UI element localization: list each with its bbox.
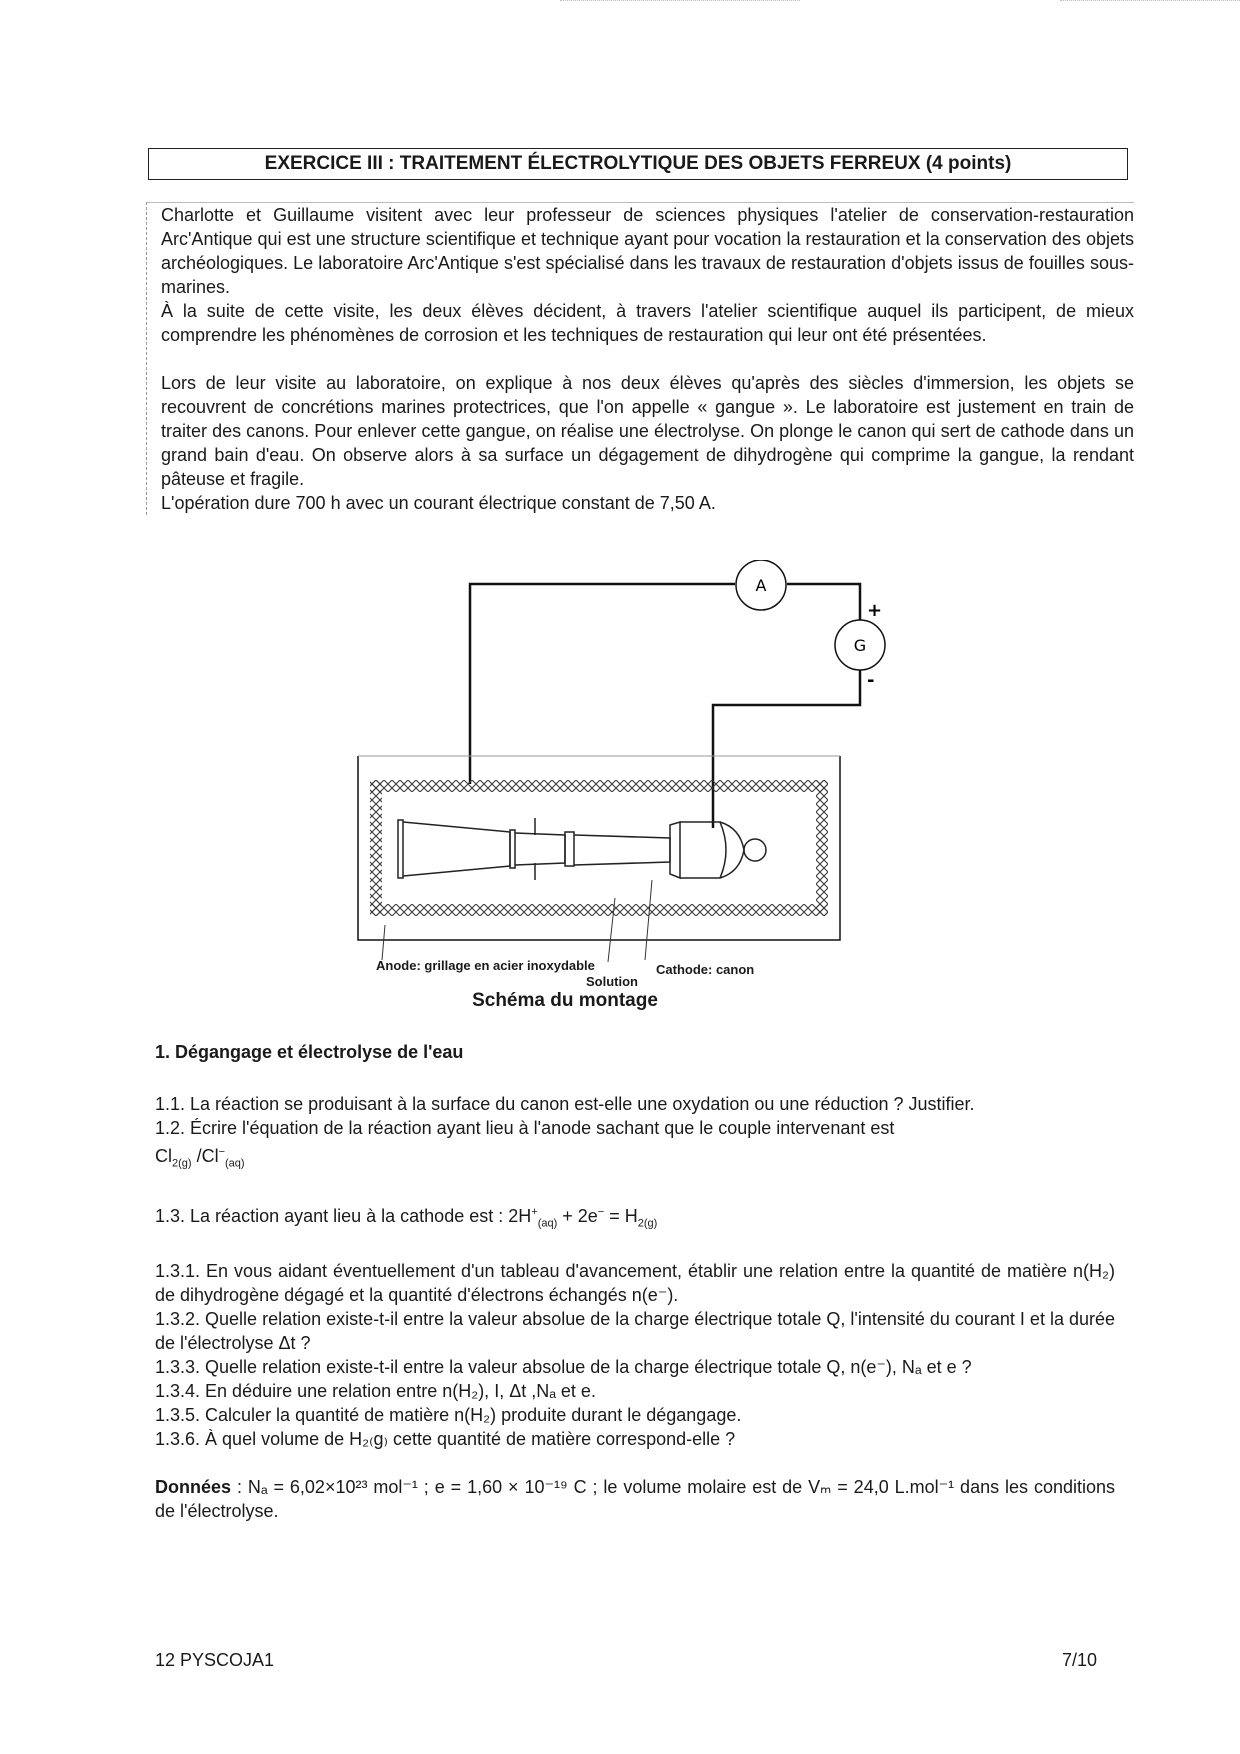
intro-paragraph: L'opération dure 700 h avec un courant électrique constant de 7,50 A. <box>161 493 716 513</box>
intro-paragraph: Lors de leur visite au laboratoire, on explique à nos deux élèves qu'après des siècles d'immersion, les objets se recouvrent de concrétions marines protectrices, que l'on appelle « gangue ». Le laboratoire est justement en train de traiter des canons. Pour enlever cette gangue, on réalise une électrolyse. On plonge le canon qui sert de cathode dans un grand bain d'eau. On observe alors à sa surface un dégagement de dihydrogène qui comprime la gangue, la rendant pâteuse et fragile. <box>161 373 1134 489</box>
questions-section <box>155 1040 1115 1523</box>
cathode-label: Cathode: canon <box>656 962 755 977</box>
couple-sub: (aq) <box>225 1157 245 1170</box>
donnees-text: : Nₐ = 6,02×10²³ mol⁻¹ ; e = 1,60 × 10⁻¹⁹ C ; le volume molaire est de Vₘ = 24,0 L.mol⁻¹ dans les conditions de l'électrolyse. <box>155 1477 1115 1522</box>
eq-part: + 2e <box>557 1205 598 1226</box>
couple-part: /Cl <box>191 1146 219 1166</box>
eq-sub: 2(g) <box>637 1217 658 1230</box>
wire-cathode <box>713 670 860 828</box>
anode-mesh-right <box>816 780 828 916</box>
plus-sign: + <box>867 600 883 621</box>
donnees-label: Données <box>155 1477 232 1498</box>
question-1-2: 1.2. Écrire l'équation de la réaction ayant lieu à l'anode sachant que le couple intervenant est <box>155 1118 895 1138</box>
donnees <box>155 1475 1115 1523</box>
couple-sup: − <box>218 1146 225 1158</box>
page-number: 7/10 <box>1062 1650 1098 1670</box>
anode-mesh-left <box>370 780 382 916</box>
couple-part: Cl <box>155 1146 172 1166</box>
electrolysis-diagram <box>340 560 900 1020</box>
anode-mesh-top <box>370 780 828 792</box>
question-1-3-2: 1.3.2. Quelle relation existe-t-il entre la valeur absolue de la charge électrique totale Q, l'intensité du courant I et la durée de l'électrolyse Δt ? <box>155 1309 1115 1354</box>
scan-artifact <box>560 0 800 3</box>
eq-sup: − <box>597 1205 605 1218</box>
wire-top <box>787 584 860 620</box>
question-1-3-3: 1.3.3. Quelle relation existe-t-il entre la valeur absolue de la charge électrique totale Q, n(e⁻), Nₐ et e ? <box>155 1357 972 1378</box>
question-1-3-4: 1.3.4. En déduire une relation entre n(H₂), I, Δt ,Nₐ et e. <box>155 1381 596 1402</box>
eq-sup: + <box>531 1205 538 1218</box>
exercise-title: EXERCICE III : TRAITEMENT ÉLECTROLYTIQUE DES OBJETS FERREUX (4 points) <box>148 148 1128 180</box>
anode-label: Anode: grillage en acier inoxydable <box>376 958 595 973</box>
solution-label: Solution <box>586 974 638 989</box>
eq-part: = H <box>604 1205 638 1226</box>
footer-code: 12 PYSCOJA1 <box>155 1650 275 1670</box>
question-1-2-couple <box>155 1140 1115 1176</box>
minus-sign: - <box>867 670 875 691</box>
anode-mesh-bottom <box>370 904 828 916</box>
circuit-drawing <box>340 560 900 990</box>
cannon-icon <box>398 818 766 880</box>
question-1-1: 1.1. La réaction se produisant à la surface du canon est-elle une oxydation ou une réduction ? Justifier. <box>155 1094 975 1114</box>
ammeter-label: A <box>755 576 767 595</box>
cathode-leader <box>645 880 652 960</box>
section-title: 1. Dégangage et électrolyse de l'eau <box>155 1042 464 1062</box>
eq-sub: (aq) <box>537 1217 558 1230</box>
question-1-3-1: 1.3.1. En vous aidant éventuellement d'un tableau d'avancement, établir une relation entre la quantité de matière n(H₂) de dihydrogène dégagé et la quantité d'électrons échangés n(e⁻). <box>155 1261 1115 1306</box>
scan-artifact <box>1060 0 1240 3</box>
intro-paragraph: À la suite de cette visite, les deux élèves décident, à travers l'atelier scientifique auquel ils participent, de mieux comprendre les phénomènes de corrosion et les techniques de restauration qui leur ont été présentées. <box>161 301 1134 345</box>
question-1-3-6: 1.3.6. À quel volume de H₂₍g₎ cette quantité de matière correspond-elle ? <box>155 1429 736 1450</box>
anode-leader <box>382 925 385 960</box>
question-1-3-5: 1.3.5. Calculer la quantité de matière n(H₂) produite durant le dégangage. <box>155 1405 742 1426</box>
wire-anode <box>470 584 735 784</box>
intro-paragraph: Charlotte et Guillaume visitent avec leur professeur de sciences physiques l'atelier de conservation-restauration Arc'Antique qui est une structure scientifique et technique ayant pour vocation la restauration et la conservation des objets archéologiques. Le laboratoire Arc'Antique s'est spécialisé dans les travaux de restauration d'objets issus de fouilles sous-marines. <box>161 205 1134 297</box>
intro-text-box <box>146 202 1134 515</box>
figure-caption: Schéma du montage <box>472 990 658 1011</box>
couple-sub: 2(g) <box>172 1157 192 1170</box>
question-text: 1.3. La réaction ayant lieu à la cathode est : 2H <box>155 1205 532 1226</box>
question-1-3 <box>155 1200 1115 1236</box>
generator-label: G <box>853 636 867 655</box>
